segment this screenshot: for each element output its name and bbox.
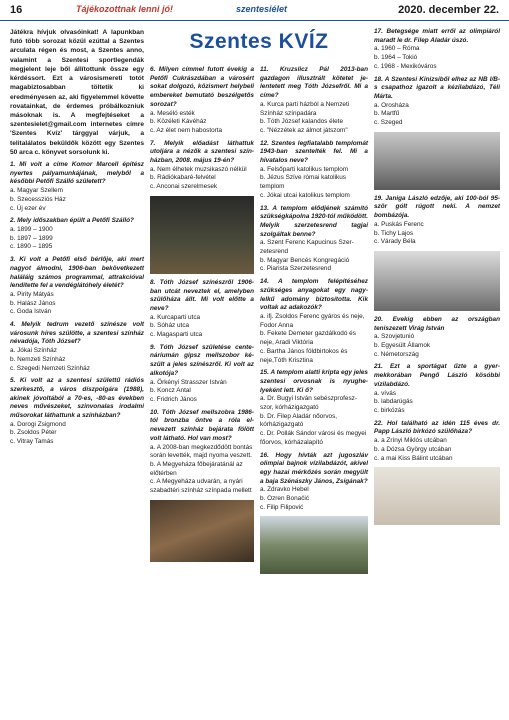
answer-option: b. Egyesült Államok [374,342,431,350]
answer-option: a. Örkényi Strasszer István [150,378,227,386]
issue-date: 2020. december 22. [398,4,499,16]
answer-option: b. 1897 – 1899 [10,234,53,242]
quiz-question [260,140,368,201]
bust-photo [150,500,254,562]
answer-option: c. Magasparti utca [150,331,203,339]
answer-option: a. Magyar Szellem [10,187,63,195]
quiz-title: Szentes KVÍZ [189,30,329,53]
quiz-question [374,363,500,415]
answer-option: b. Halász János [10,299,56,307]
quiz-question [150,66,254,136]
answer-option: a. Dorogi Zsigmond [10,420,66,428]
memorial-plaque-photo [374,467,500,525]
quiz-question [260,278,368,365]
quiz-question [10,217,144,252]
answer-option: c. Vitray Tamás [10,438,54,446]
question-text: 8. Tóth József színészről 1906-ban utcát neveztek el, amelyben szülőháza állt. Mi volt előtte a neve? [150,278,254,312]
question-text: 9. Tóth József születése centenáriumán gipsz mellszobor készült a jeles színészről. Ki volt az alkotója? [150,343,254,377]
question-text: 14. A templom felépítéséhez szükséges anyagokat egy nagylelkű adomány biztosította. Kik voltak az adakozók? [260,278,368,312]
question-text: 1. Mi volt a címe Komor Marcell építész nyertes pályamunkájának, melyből a későbbi Petőfi Szálló született? [10,161,144,186]
answer-option: a. vívás [374,389,397,397]
answer-option: c. Bartha János földbirtokos és neje,Tóth Krisztina [260,347,348,364]
answer-option: a. Nem élhetek muzsikaszó nélkül [150,165,247,173]
quiz-question [374,76,500,128]
answer-option: c. A Megyeháza udvarán, a nyári szabadtéri színház színpada mellett [150,478,252,495]
stage-photo [150,196,254,274]
answer-option: a. Puskás Ferenc [374,220,424,228]
question-text: 21. Ezt a sportágat űzte a gyermekkorában Pengő László kösóbbi vízilabdázó. [374,363,500,388]
answer-option: b. Zsoldos Péter [10,429,57,437]
answer-option: c. Németország [374,350,419,358]
answer-option: a. Meséló esték [150,109,195,117]
quiz-question [10,321,144,373]
answer-option: b. Fekete Demeter gazdálkodó és neje, Aradi Viktória [260,330,356,347]
quiz-question [374,420,500,464]
column-2 [150,66,254,567]
answer-option: a. Felsőparti katolikus templom [260,165,349,173]
page-number: 16 [10,4,23,16]
quiz-question [374,195,500,247]
answer-option: c. Dr. Pollák Sándor városi és megyei főorvos, kórházalapító [260,430,367,446]
intro-text: Játékra hívjuk olvasóinkat! A lapunkban futó több sorozat közül ezúttal a Szentes arculata régen és most, a Szentes anno, valamint a Szentesi sportlegendák megjelent leje ből állítottunk össze egy kérdéssort. Ezt a városismereti totót magabiztosabban töltetik ki eredményesen az, aki figyelemmel követte rovatainkat, de érdemes próbálkozniuk másoknak is. A megfejtéseket a szentesielet@gmail.com internetes címre 'Szentes Kvíz' tárggyal várjuk, a telitalálatos beküldők között egy Szentes 50 arca c. könyvet sorsolunk ki. [10,29,144,156]
question-text: 22. Hol található az idén 115 éves dr. Papp László birkózó szülőháza? [374,419,500,436]
question-text: 7. Melyik előadást láthattuk utoljára a nézők a szentesi színházban, 2008. május 19-én? [150,139,254,165]
answer-option: c. 1890 – 1895 [10,243,53,251]
question-text: 18. A Szentesi Kinizsiből elhez az NB I/B-s csapathoz igazolt a kézilabdázó, Téli Márta. [374,75,500,100]
answer-option: a. Szent Ferenc Kapucinus Szerzetesrend [260,239,354,256]
answer-option: b. labdarúgás [374,398,413,406]
answer-option: b. Koncz Antal [150,387,191,395]
answer-option: b. Nemzeti Színház [10,355,66,363]
answer-option: a. a Zrínyi Miklós utcában [374,437,447,445]
answer-option: c. Goda István [10,308,52,316]
quiz-question [374,316,500,360]
answer-option: c. birkózás [374,406,405,414]
answer-option: a. Kurcaparti utca [150,313,201,321]
answer-option: a. Kurca parti házból a Nemzeti Színház színpadára [260,100,350,117]
page-header [0,0,509,21]
header-tagline: Tájékozottnak lenni jó! [76,4,174,14]
answer-option: b. Magyar Bencés Kongregáció [260,256,350,264]
question-text: 16. Hogy hívták azt jugoszláv olimpiai bajnok vízilabdázót, akivel egy hazai mérkőzés során megyült a baja Szénászky János, Zsigának? [260,451,368,485]
answer-option: b. Dr. Filep Aladár nőorvos, kórházigazgató [260,412,338,429]
answer-option: b. Tichy Lajos [374,229,414,237]
quiz-question [10,256,144,317]
question-text: 13. A templom elődjének számító szükségkápolna 1920-tól működött. Melyik szerzetesrend tagjai szolgáltak benne? [260,204,368,238]
answer-option: a. Pirity Mátyás [10,290,54,298]
question-text: 12. Szentes legfiatalabb templomát 1943-ban szentelték fel. Mi a hivatalos neve? [260,139,368,165]
answer-option: b. Tóth József kalandos élete [260,118,344,126]
quiz-question [150,279,254,340]
quiz-question [10,377,144,447]
question-text: 20. Evekig ebben az országban teniszezett Virág István [374,315,500,332]
answer-option: b. a Dózsa György utcában [374,445,452,453]
answer-option: c. Szegedi Nemzeti Színház [10,364,90,372]
question-text: 6. Milyen címmel futott évekig a Petőfi Cukrászdában a városért sokat dolgozó, közismert helybeli embereket bemutató beszélgetős sorozat? [150,66,254,108]
church-photo [260,516,368,574]
answer-option: c. Anconai szerelmesek [150,183,218,191]
sport-photo-1 [374,132,500,190]
answer-option: c. Fridrich János [150,395,197,403]
answer-option: c. Új ezer év [10,204,46,212]
answer-option: b. Szecessziós Ház [10,195,66,203]
quiz-question [374,28,500,72]
quiz-question [260,66,368,136]
answer-option: b. Ozren Bonačić [260,495,310,503]
answer-option: a. A 2008-ban megkezdődött bontás során levették, majd nyoma veszett. [150,443,253,460]
column-1 [10,28,144,451]
answer-option: a. 1960 – Róma [374,45,420,53]
quiz-question [150,409,254,496]
question-text: 10. Tóth József mellszobra 1986-tól bronzba öntve a róla elnevezett színház bejárata fölött volt látható. Hol van most? [150,408,254,442]
answer-option: b. Jézus Szíve római katolikus templom [260,174,346,191]
column-3 [260,66,368,579]
question-text: 17. Betegsége miatt erről az olimpiáról maradt le dr. Filep Aladár úszó. [374,28,500,44]
quiz-question [260,452,368,513]
sport-photo-2 [374,251,500,311]
answer-option: b. Martfű [374,110,400,118]
question-text: 15. A templom alatti kripta egy jeles szentesi orvosnak is nyughelyeként lett. Ki ő? [260,369,368,394]
question-text: 4. Melyik tedrum vezető színésze volt városunk híres szülötte, a szentesi színház névadója, Tóth József? [10,321,144,346]
question-text: 2. Mely időszakban épült a Petőfi Szálló? [10,217,134,225]
answer-option: b. 1964 – Tokió [374,54,418,62]
answer-option: c. Az élet nem habostorta [150,126,223,134]
answer-option: c. Jókai utcai katolikus templom [260,191,350,199]
quiz-question [10,161,144,213]
answer-option: a. Orosháza [374,101,409,109]
quiz-question [150,344,254,405]
answer-option: a. 1899 – 1900 [10,225,53,233]
answer-option: a. Zdravko Hebel [260,486,309,494]
column-4 [374,28,500,530]
question-text: 3. Ki volt a Petőfi első bérlője, aki mert nagyot álmodni, 1906-ban bekövetkezett haláláig számos programmal, attrakcióval lendítette fel a vendéglátóhely életét? [10,256,144,290]
answer-option: b. A Megyeháza főbejáratánál az előtérben [150,460,243,477]
newspaper-logo: szentesiélet [236,4,288,14]
quiz-question [260,369,368,447]
answer-option: c. a mai Kiss Bálint utcában [374,454,453,462]
answer-option: a. Szovjetunió [374,333,415,341]
answer-option: a. Jókai Színház [10,347,57,355]
question-text: 5. Ki volt az a szentesi születtű rádiós szerkesztő, a város díszpolgára (1988), akinek jóvoltából a 70-es, -80-as években neves művészeket, szinvonalas irodalmi műsorokat láthattunk a színházban? [10,377,144,420]
answer-option: b. Sóház utca [150,322,190,330]
answer-option: c. Várady Béla [374,238,416,246]
quiz-question [260,205,368,275]
quiz-question [150,140,254,192]
answer-option: a. ifj. Zsoldos Ferenc gyáros és neje, Fodor Anna [260,312,365,329]
answer-option: c. "Nézzétek az álmot játszom" [260,126,348,134]
answer-option: c. Piarista Szerzetesrend [260,265,332,273]
answer-option: c. 1968 - Mexikóváros [374,62,437,70]
question-text: 11. Kruzslicz Pál 2013-ban gazdagon illusztrált kötetet jelentetett meg Tóth Józsefről. Mi a címe? [260,66,368,100]
answer-option: c. Filip Filipović [260,503,304,511]
answer-option: b. Rádiókabaré-felvétel [150,174,216,182]
answer-option: a. Dr. Bugyi István sebészprofeszszor, kórházigazgató [260,395,357,412]
answer-option: c. Szeged [374,119,403,127]
question-text: 19. Janiga László edzője, aki 100-ból 95-ször gólt rúgott neki. A nemzet bombázója. [374,194,500,220]
answer-option: b. Közéleti Kávéház [150,118,207,126]
